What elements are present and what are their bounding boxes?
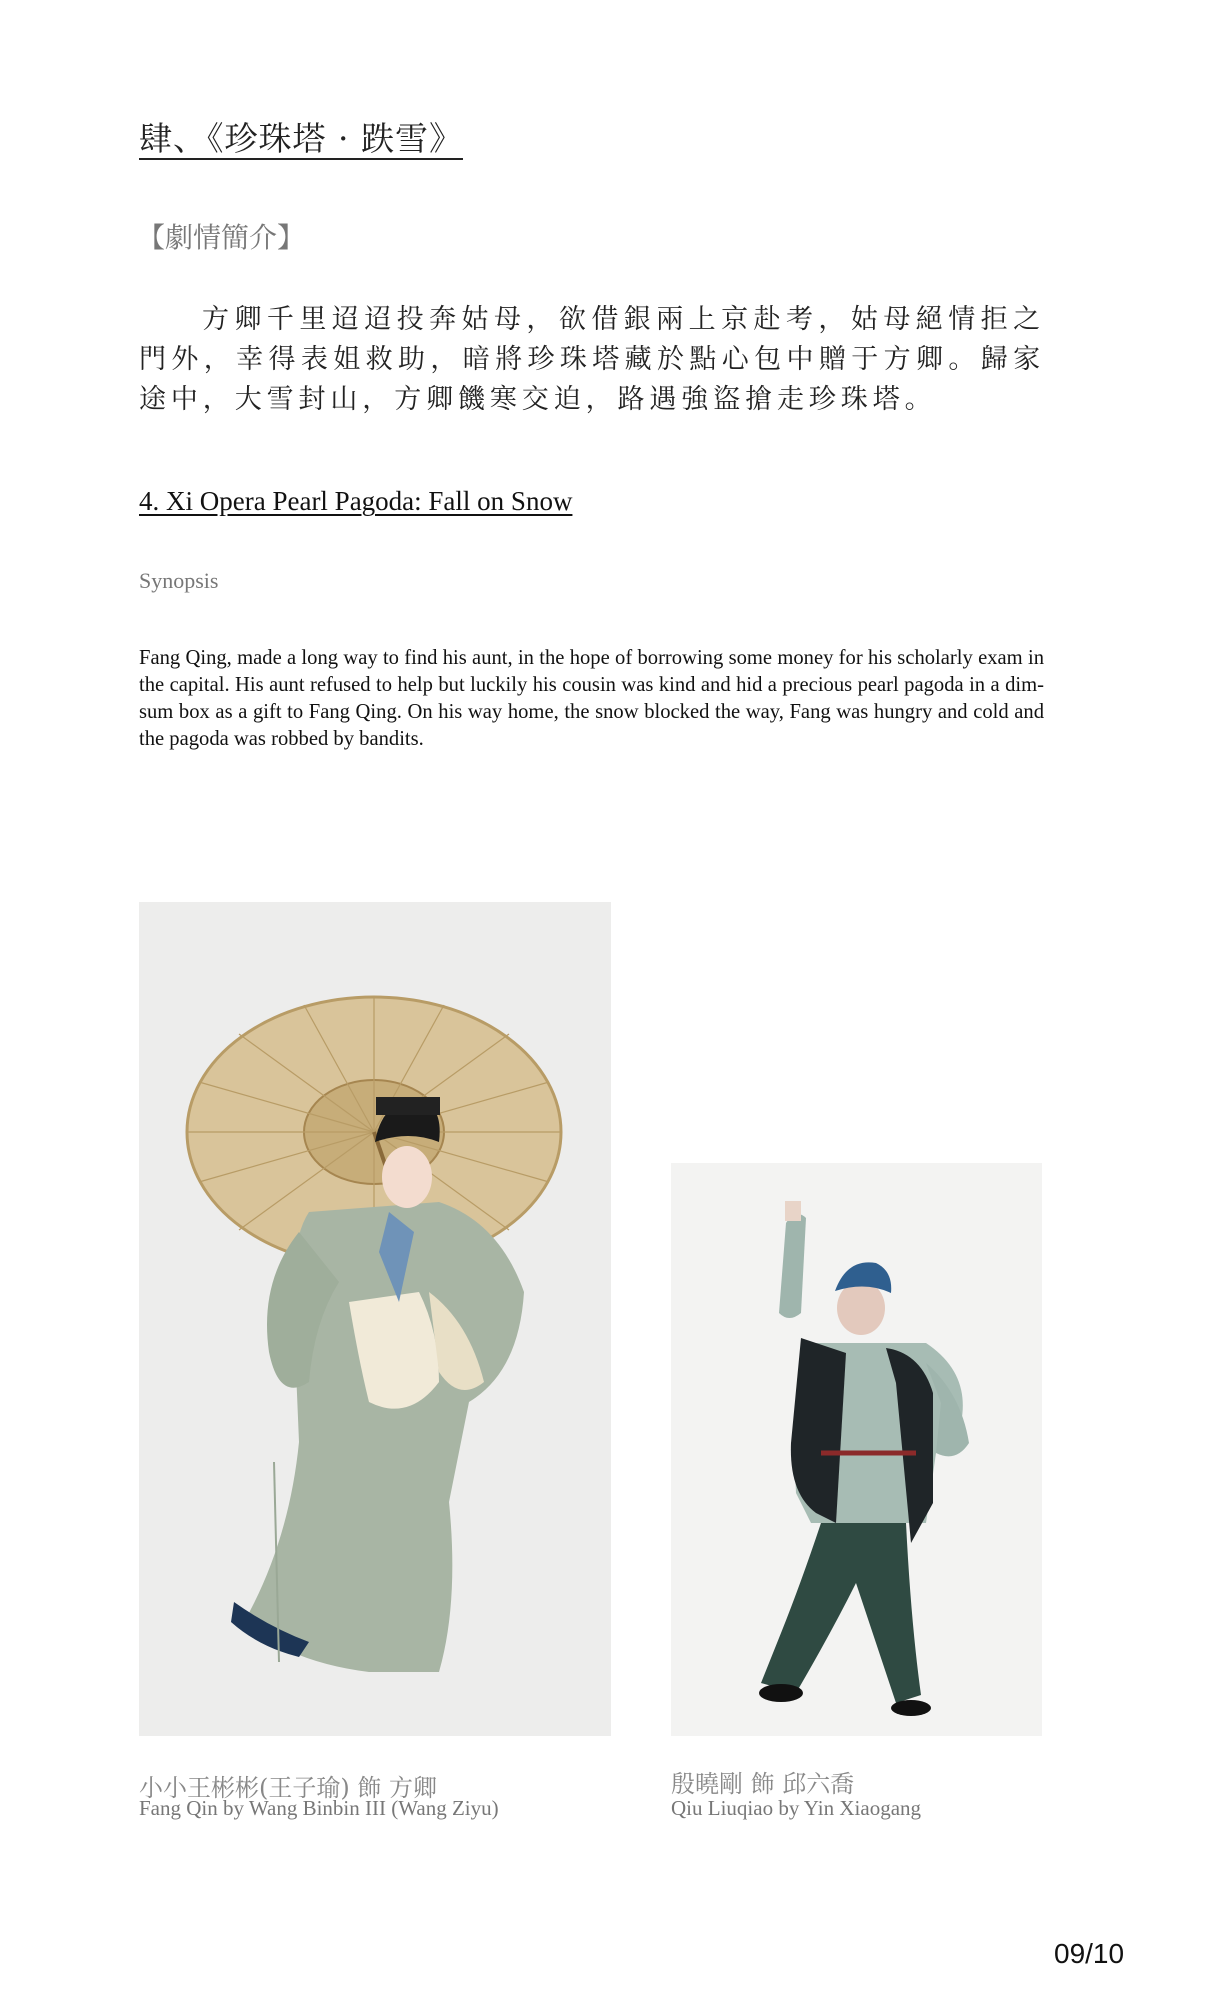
photo-1-caption-chinese: 小小王彬彬(王子瑜) 飾 方卿 xyxy=(139,1774,437,1802)
photo-2-caption-english: Qiu Liuqiao by Yin Xiaogang xyxy=(671,1796,922,1820)
photo-1-caption-english: Fang Qin by Wang Binbin III (Wang Ziyu) xyxy=(139,1796,499,1820)
chinese-synopsis-text: 方卿千里迢迢投奔姑母，欲借銀兩上京赴考，姑母絕情拒之門外，幸得表姐救助，暗將珍珠塔藏於點心包中贈于方卿。歸家途中，大雪封山，方卿饑寒交迫，路遇強盜搶走珍珠塔。 xyxy=(139,304,1045,415)
chinese-synopsis-label: 【劇情簡介】 xyxy=(137,221,306,254)
qiu-liuqiao-performer-photo xyxy=(671,1163,1042,1736)
page-number: 09/10 xyxy=(1054,1938,1125,1969)
english-section-heading: 4. Xi Opera Pearl Pagoda: Fall on Snow xyxy=(139,486,573,516)
fang-qing-performer-photo xyxy=(139,902,611,1736)
english-synopsis-text: Fang Qing, made a long way to find his aunt, in the hope of borrowing some money for his scholarly exam in the capital. His aunt refused to help but luckily his cousin was kind and hid a precious pearl pagoda in a dim-sum box as a gift to Fang Qing. On his way home, the snow blocked the way, Fang was hungry and cold and the pagoda was robbed by bandits. xyxy=(139,647,1044,750)
photo-2-caption-chinese: 殷曉剛 飾 邱六喬 xyxy=(671,1770,855,1798)
english-synopsis-label: Synopsis xyxy=(139,568,219,593)
chinese-section-heading: 肆、《珍珠塔 · 跌雪》 xyxy=(139,119,463,158)
